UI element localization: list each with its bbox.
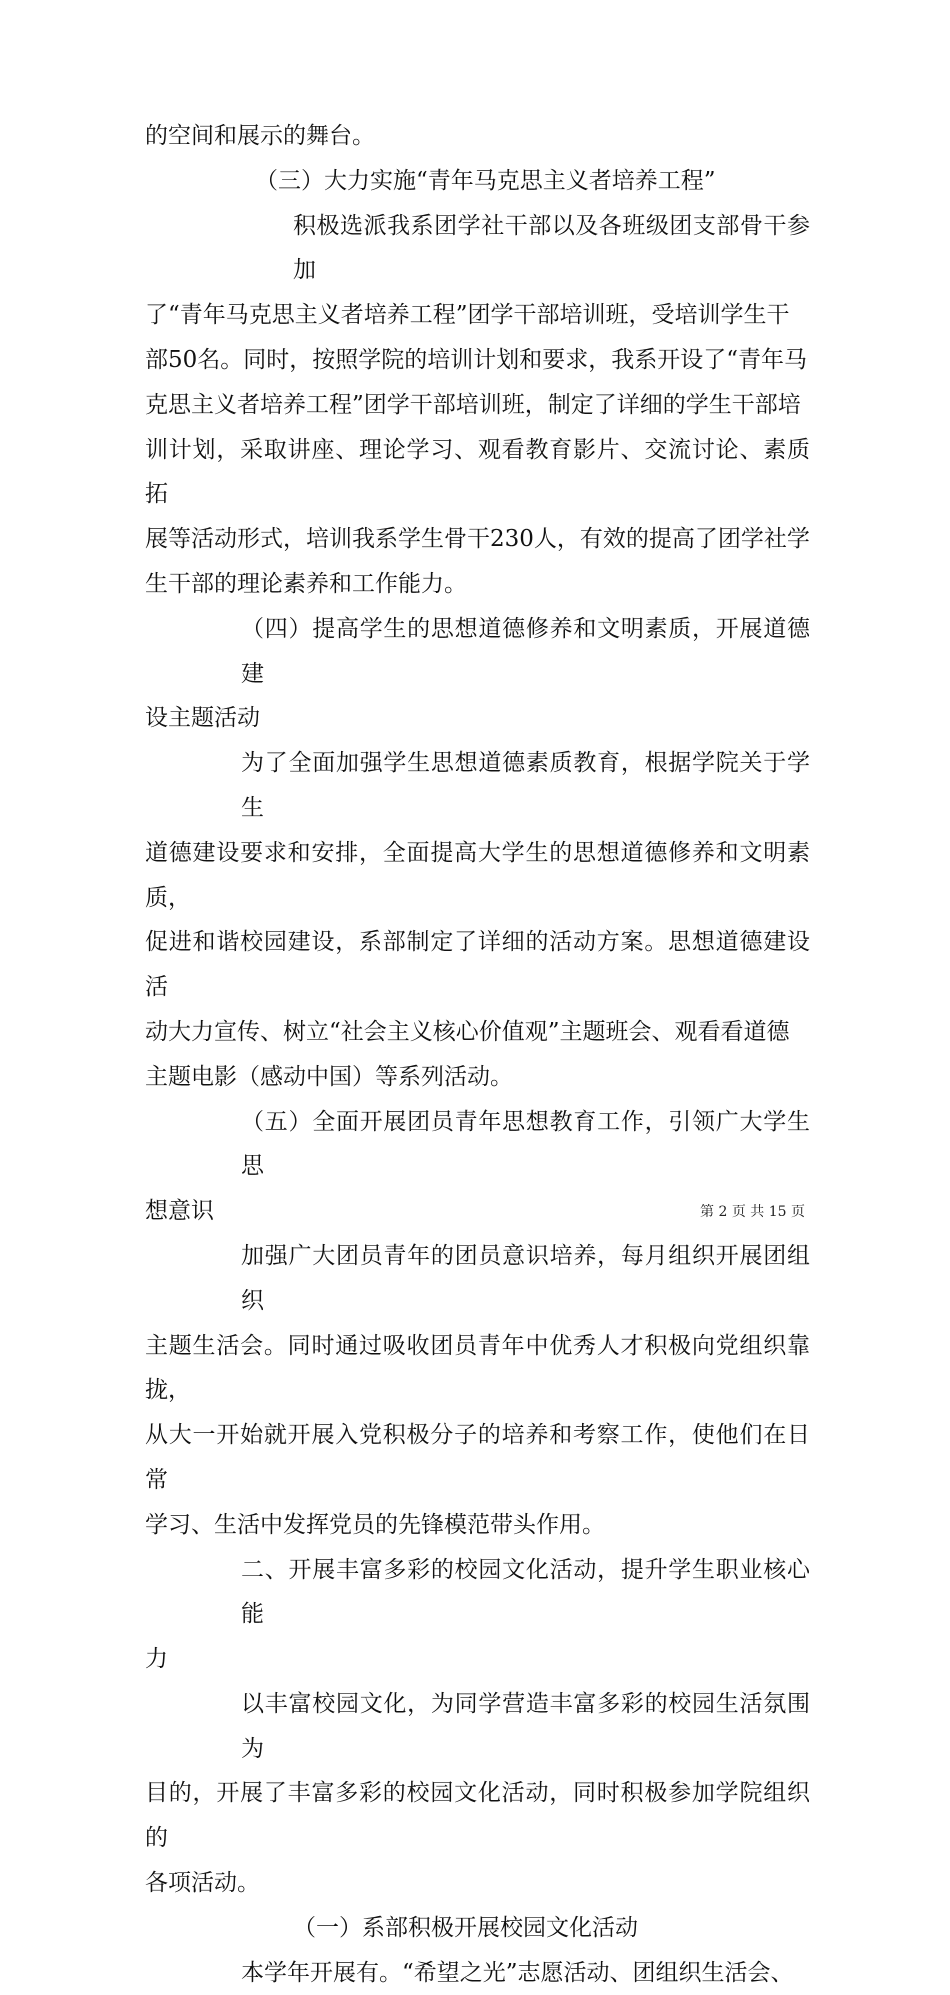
text-line: 为了全面加强学生思想道德素质教育，根据学院关于学生	[241, 750, 810, 821]
text-line: 从大一开始就开展入党积极分子的培养和考察工作，使他们在日常	[145, 1422, 810, 1493]
text-line: 训计划，采取讲座、理论学习、观看教育影片、交流讨论、素质拓	[145, 436, 810, 508]
text-line: 道德建设要求和安排，全面提高大学生的思想道德修养和文明素质，	[145, 839, 810, 911]
text-line: 目的，开展了丰富多彩的校园文化活动，同时积极参加学院组织的	[145, 1780, 810, 1852]
text-line: 部50名。同时，按照学院的培训计划和要求，我系开设了“青年马	[145, 346, 808, 373]
text-line: 主题电影（感动中国）等系列活动。	[145, 1063, 513, 1090]
text-line: 动大力宣传、树立“社会主义核心价值观”主题班会、观看看道德	[145, 1018, 790, 1045]
text-line: 展等活动形式，培训我系学生骨干230人，有效的提高了团学社学	[145, 526, 810, 553]
text-line: 各项活动。	[145, 1870, 260, 1897]
text-line: 主题生活会。同时通过吸收团员青年中优秀人才积极向党组织靠拢，	[145, 1332, 810, 1404]
text-line: 了“青年马克思主义者培养工程”团学干部培训班，受培训学生干	[145, 302, 790, 329]
text-line: 生干部的理论素养和工作能力。	[145, 570, 467, 597]
text-line: 以丰富校园文化，为同学营造丰富多彩的校园生活氛围为	[241, 1690, 810, 1762]
text-line: （四）提高学生的思想道德修养和文明素质，开展道德建	[241, 615, 810, 687]
page-footer: 第 2 页 共 15 页	[700, 1204, 805, 1220]
text-line: （五）全面开展团员青年思想教育工作，引领广大学生思	[241, 1108, 810, 1180]
text-line: 二、开展丰富多彩的校园文化活动，提升学生职业核心能	[241, 1556, 810, 1628]
text-line: 的空间和展示的舞台。	[145, 123, 375, 149]
text-line: （一）系部积极开展校园文化活动	[293, 1914, 638, 1941]
document-body	[145, 114, 810, 1995]
text-line: 力	[145, 1646, 168, 1673]
text-line: 设主题活动	[145, 705, 260, 732]
text-line: 学习、生活中发挥党员的先锋模范带头作用。	[145, 1511, 605, 1538]
text-line: 本学年开展有。“希望之光”志愿活动、团组织生活会、	[241, 1959, 794, 1986]
text-line: 促进和谐校园建设，系部制定了详细的活动方案。思想道德建设活	[145, 929, 810, 1001]
text-line: （三）大力实施“青年马克思主义者培养工程”	[255, 167, 716, 194]
text-line: 克思主义者培养工程”团学干部培训班，制定了详细的学生干部培	[145, 391, 801, 418]
text-line: 积极选派我系团学社干部以及各班级团支部骨干参加	[293, 212, 810, 284]
text-line: 加强广大团员青年的团员意识培养，每月组织开展团组织	[241, 1242, 810, 1314]
text-line: 想意识	[145, 1198, 214, 1225]
